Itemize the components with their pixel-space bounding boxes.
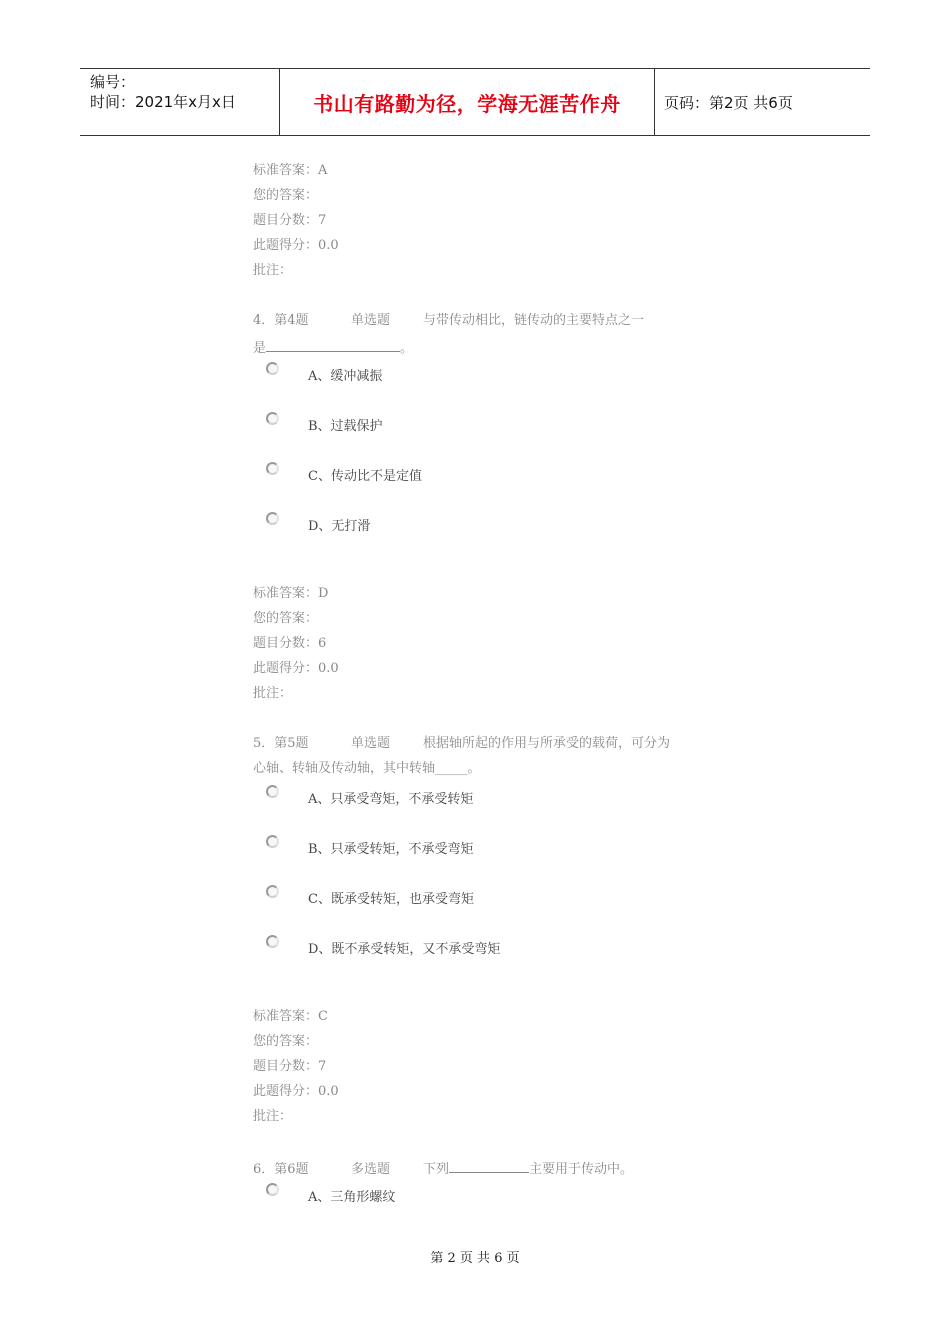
radio-button[interactable] xyxy=(266,512,279,525)
q4-option-b[interactable] xyxy=(266,412,666,452)
radio-button[interactable] xyxy=(266,1183,279,1196)
q4-stem-prefix: 是 xyxy=(253,341,267,356)
q4-stem-line2 xyxy=(253,337,413,358)
q5-score: 题目分数：7 xyxy=(253,1059,327,1074)
page-footer: 第 2 页 共 6 页 xyxy=(430,1251,520,1266)
q5-option-d[interactable] xyxy=(266,935,666,975)
q3-got-score: 此题得分：0.0 xyxy=(253,238,339,253)
q4-got-score: 此题得分：0.0 xyxy=(253,661,339,676)
motto: 书山有路勤为径，学海无涯苦作舟 xyxy=(313,91,621,116)
q4-option-c[interactable] xyxy=(266,462,666,502)
q5-type: 单选题 xyxy=(351,736,391,751)
q5-number: 5．第5题 xyxy=(253,736,309,751)
q4-header xyxy=(253,312,644,330)
radio-button[interactable] xyxy=(266,412,279,425)
option-label: A、缓冲减振 xyxy=(308,369,383,384)
q5-option-b[interactable] xyxy=(266,835,666,875)
option-label: C、既承受转矩，也承受弯矩 xyxy=(308,892,474,907)
q5-your-answer: 您的答案： xyxy=(253,1034,319,1049)
q4-comment: 批注： xyxy=(253,686,293,701)
time-label: 时间：2021年x月x日 xyxy=(90,93,236,111)
radio-button[interactable] xyxy=(266,935,279,948)
number-label: 编号： xyxy=(90,73,136,91)
q5-option-a[interactable] xyxy=(266,785,666,825)
option-label: A、三角形螺纹 xyxy=(308,1190,396,1205)
q6-option-a[interactable] xyxy=(266,1183,666,1223)
radio-button[interactable] xyxy=(266,362,279,375)
q4-standard-answer: 标准答案：D xyxy=(253,586,329,601)
q5-stem-line1: 根据轴所起的作用与所承受的载荷，可分为 xyxy=(423,736,671,751)
header-motto-cell xyxy=(280,69,655,135)
q6-type: 多选题 xyxy=(351,1162,391,1177)
q4-your-answer: 您的答案： xyxy=(253,611,319,626)
radio-button[interactable] xyxy=(266,462,279,475)
option-label: B、只承受转矩，不承受弯矩 xyxy=(308,842,474,857)
q6-number: 6．第6题 xyxy=(253,1162,309,1177)
q6-blank xyxy=(449,1158,529,1173)
option-label: D、无打滑 xyxy=(308,519,371,534)
q4-stem-suffix: 。 xyxy=(400,341,414,356)
q4-option-d[interactable] xyxy=(266,512,666,552)
q6-header xyxy=(253,1158,633,1179)
radio-button[interactable] xyxy=(266,835,279,848)
header-page-cell xyxy=(654,69,870,135)
q5-option-c[interactable] xyxy=(266,885,666,925)
q5-stem-line2: 心轴、转轴及传动轴，其中转轴_____。 xyxy=(253,761,481,776)
q6-stem-suffix: 主要用于传动中。 xyxy=(529,1162,634,1177)
q3-your-answer: 您的答案： xyxy=(253,188,319,203)
header-left xyxy=(80,69,280,135)
q5-header xyxy=(253,735,670,753)
radio-button[interactable] xyxy=(266,785,279,798)
page-label: 页码：第2页 共6页 xyxy=(664,93,793,112)
q3-comment: 批注： xyxy=(253,263,293,278)
option-label: D、既不承受转矩，又不承受弯矩 xyxy=(308,942,501,957)
page-header xyxy=(80,68,870,136)
q6-stem-prefix: 下列 xyxy=(423,1162,450,1177)
q5-standard-answer: 标准答案：C xyxy=(253,1009,328,1024)
option-label: A、只承受弯矩，不承受转矩 xyxy=(308,792,474,807)
q5-got-score: 此题得分：0.0 xyxy=(253,1084,339,1099)
radio-button[interactable] xyxy=(266,885,279,898)
q4-number: 4．第4题 xyxy=(253,313,309,328)
q4-score: 题目分数：6 xyxy=(253,636,327,651)
option-label: B、过载保护 xyxy=(308,419,383,434)
q5-comment: 批注： xyxy=(253,1109,293,1124)
q3-standard-answer: 标准答案：A xyxy=(253,163,328,178)
q4-option-a[interactable] xyxy=(266,362,666,402)
q3-score: 题目分数：7 xyxy=(253,213,327,228)
option-label: C、传动比不是定值 xyxy=(308,469,422,484)
q4-type: 单选题 xyxy=(351,313,391,328)
q4-stem-line1: 与带传动相比，链传动的主要特点之一 xyxy=(423,313,645,328)
q4-blank xyxy=(266,337,400,352)
